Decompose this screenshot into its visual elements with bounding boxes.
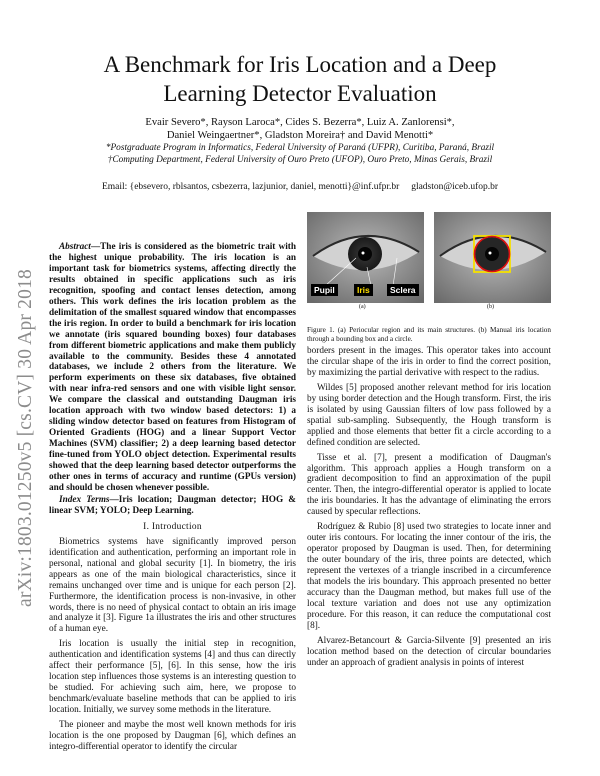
abstract-label: Abstract <box>59 242 91 252</box>
right-paragraph-3: Tisse et al. [7], present a modification of Daugman's algorithm. This approach applies a Hough transform on a gradient decomposition to find an approximation of the pupil center. Then, the integro-differential operator is applied to locate the iris boundaries. It has the advantage of eliminating the errors caused by specular reflections. <box>307 452 551 518</box>
index-terms <box>49 495 296 517</box>
figure-caption: Figure 1. (a) Periocular region and its main structures. (b) Manual iris location through a bounding box and a circle. <box>307 326 551 343</box>
right-paragraph-4: Rodríguez & Rubio [8] used two strategies to locate inner and outer iris contours. For locating the inner contour of the iris, the operator proposed by Daugman is used. Then, for determining the outer boundary of the iris, three points are detected, which represent the vertexes of a triangle inscribed in a circumference that models the iris boundary. This approach presented no better accuracy than the Daugman method, but makes full use of the local texture variation and does not use any optimization procedure. For this reason, it can reduce the computational cost [8]. <box>307 522 551 631</box>
right-column <box>307 346 551 669</box>
arxiv-identifier <box>4 165 44 610</box>
eye-photo-a <box>307 212 424 303</box>
authors-line-2: Daniel Weingaertner*, Gladston Moreira† and David Menotti* <box>166 129 434 141</box>
right-paragraph-5: Alvarez-Betancourt & Garcia-Silvente [9] presented an iris location method based on the detection of circular boundaries under an approach of gradient analysis in points of interest <box>307 635 551 668</box>
left-column <box>49 242 296 753</box>
arxiv-text: arXiv:1803.01250v5 [cs.CV] 30 Apr 2018 <box>15 269 36 607</box>
pupil-label: Pupil <box>311 284 338 296</box>
abstract-text: —The iris is considered as the biometric trait with the highest unique probability. The iris location is an important task for biometrics systems, affecting directly the results obtained in specific applications such as iris recognition, spoofing and contact lenses detection, among others. This work defines the iris location problem as the delimitation of the smallest squared window that encompasses the iris region. In order to build a benchmark for iris location we annotate (iris squared bounding boxes) four databases from different biometric applications and make them publicly available to the community. Besides these 4 annotated databases, we include 2 others from the literature. We perform experiments on these six databases, five obtained with near infra-red sensors and one with visible light sensor. We compare the classical and outstanding Daugman iris location approach with two window based detectors: 1) a sliding window detector based on features from Histogram of Oriented Gradients (HOG) and a linear Support Vector Machines (SVM) classifier; 2) a deep learning based detector fine-tuned from YOLO object detection. Experimental results showed that the deep learning based detector outperforms the other ones in terms of accuracy and runtime (GPUs version) and should be chosen whenever possible. <box>49 242 296 493</box>
sclera-label: Sclera <box>387 284 419 296</box>
affiliation-ufpr: *Postgraduate Program in Informatics, Federal University of Paraná (UFPR), Curitiba, Paraná, Brazil <box>105 143 495 153</box>
subfigure-a-label: (a) <box>359 304 366 310</box>
email-line: Email: {ebsevero, rblsantos, csbezerra, lazjunior, daniel, menotti}@inf.ufpr.br gladston@iceb.ufop.br <box>101 182 499 192</box>
abstract <box>49 242 296 494</box>
subfigure-b-label: (b) <box>487 304 494 310</box>
intro-paragraph-3: The pioneer and maybe the most well known methods for iris location is the one proposed by Daugman [6], which defines an integro-differential operator to identify the circular <box>49 720 296 752</box>
index-terms-label: Index Terms <box>59 494 110 505</box>
index-terms-text: —Iris location; Daugman detector; HOG & linear SVM; YOLO; Deep Learning. <box>49 494 296 516</box>
authors <box>60 117 540 142</box>
figure-1 <box>307 212 551 312</box>
intro-paragraph-2: Iris location is usually the initial step in recognition, authentication and identification systems [4] and thus can directly affect their performance [5], [6]. In this sense, how the iris location step influences those systems is an interesting question to be studied. For achieving such aim, here, we propose to benchmark/evaluate baseline methods that can be applied to iris location. Initially, we survey some methods in the literature. <box>49 639 296 716</box>
affiliation-ufop: †Computing Department, Federal University of Ouro Preto (UFOP), Ouro Preto, Minas Gerais, Brazil <box>107 155 493 165</box>
eye-image-b <box>434 212 551 303</box>
authors-line-1: Evair Severo*, Rayson Laroca*, Cides S. Bezerra*, Luiz A. Zanlorensi*, <box>145 117 455 128</box>
eye-photo-b <box>434 212 551 303</box>
right-paragraph-2: Wildes [5] proposed another relevant method for iris location by using border detection and the Hough transform. First, the iris is isolated by using Gaussian filters of low pass followed by a spatial sub-sampling. Subsequently, the Hough transform is applied and those elements that better fit a circle according to a defined condition are selected. <box>307 382 551 448</box>
iris-label: Iris <box>354 284 373 296</box>
section-heading: I. Introduction <box>143 521 202 532</box>
intro-paragraph-1: Biometrics systems have significantly improved person identification and authentication, performing an important role in personal, national and global security [1]. In biometry, the iris appears as one of the main biological characteristics, since it remains unchanged over time and is unique for each person [2]. Furthermore, the identification process is non-invasive, in other words, there is no need of physical contact to obtain an iris image and analyze it [3]. Figure 1a illustrates the iris and other structures of a human eye. <box>49 536 296 635</box>
right-paragraph-1: borders present in the images. This operator takes into account the circular shape of the iris in order to find the correct position, by maximizing the partial derivative with respect to the radius. <box>307 346 551 378</box>
paper-title: A Benchmark for Iris Location and a Deep Learning Detector Evaluation <box>103 52 497 106</box>
